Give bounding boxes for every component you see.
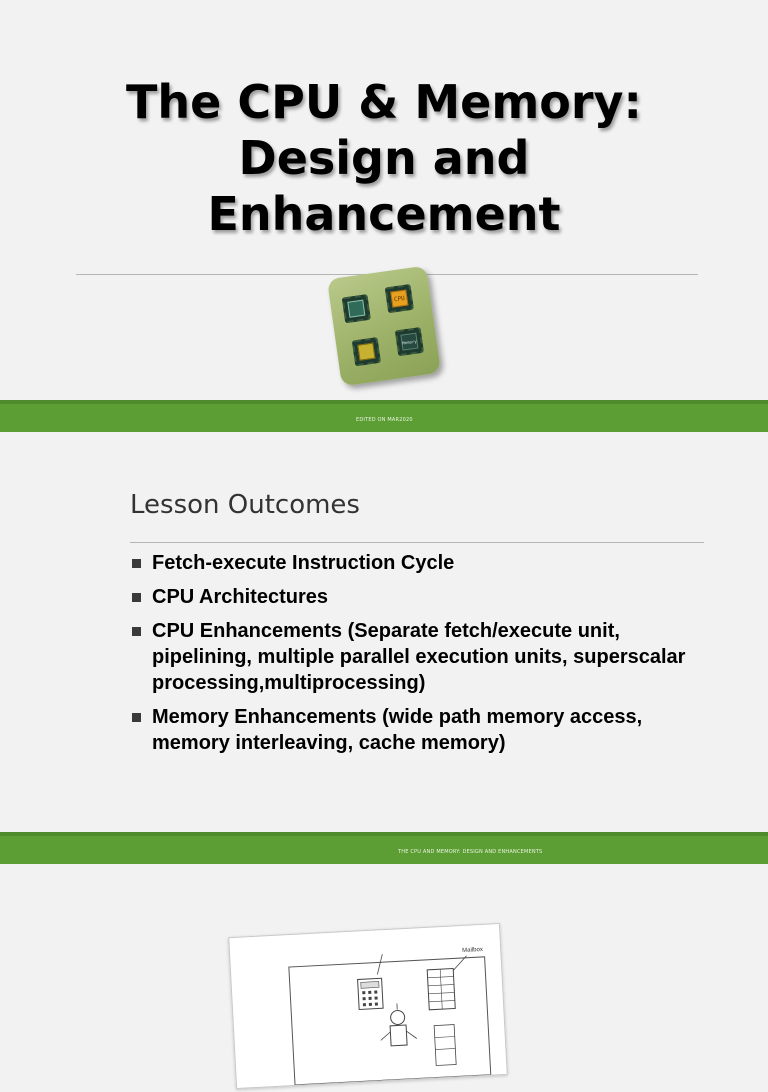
footer-bar (0, 400, 768, 432)
slide-title (0, 74, 768, 242)
footer-text: EDITED ON MAR2020 (356, 417, 413, 423)
little-man-computer-diagram (228, 923, 508, 1089)
little-man-icon (390, 1010, 405, 1025)
list-item: Memory Enhancements (wide path memory access, memory interleaving, cache memory) (132, 704, 692, 756)
outcomes-list (132, 550, 692, 764)
list-item: Fetch-execute Instruction Cycle (132, 550, 692, 576)
chip-icon (352, 337, 381, 366)
list-item: CPU Enhancements (Separate fetch/execute unit, pipelining, multiple parallel execution units, superscalar processing,multiprocessing) (132, 618, 692, 696)
mailbox-label: Mailbox (462, 947, 483, 954)
title-line-1: The CPU & Memory: (0, 74, 768, 130)
cpu-chip-icon: CPU (385, 284, 414, 313)
diagram-slide (0, 864, 768, 1024)
slide-heading: Lesson Outcomes (130, 490, 360, 520)
title-line-3: Enhancement (0, 186, 768, 242)
memory-chip-icon: Memory (395, 327, 424, 356)
title-slide (0, 0, 768, 432)
footer-text: THE CPU AND MEMORY: DESIGN AND ENHANCEMENTS (398, 849, 542, 855)
bullet-square-icon (132, 627, 141, 636)
footer-bar (0, 832, 768, 864)
title-line-2: Design and (0, 130, 768, 186)
chip-illustration (327, 266, 441, 387)
diagram-drawing (229, 924, 506, 1088)
lesson-outcomes-slide (0, 432, 768, 864)
bullet-square-icon (132, 593, 141, 602)
bullet-square-icon (132, 559, 141, 568)
chip-icon (342, 294, 371, 323)
bullet-square-icon (132, 713, 141, 722)
heading-divider (130, 542, 704, 543)
list-item: CPU Architectures (132, 584, 692, 610)
